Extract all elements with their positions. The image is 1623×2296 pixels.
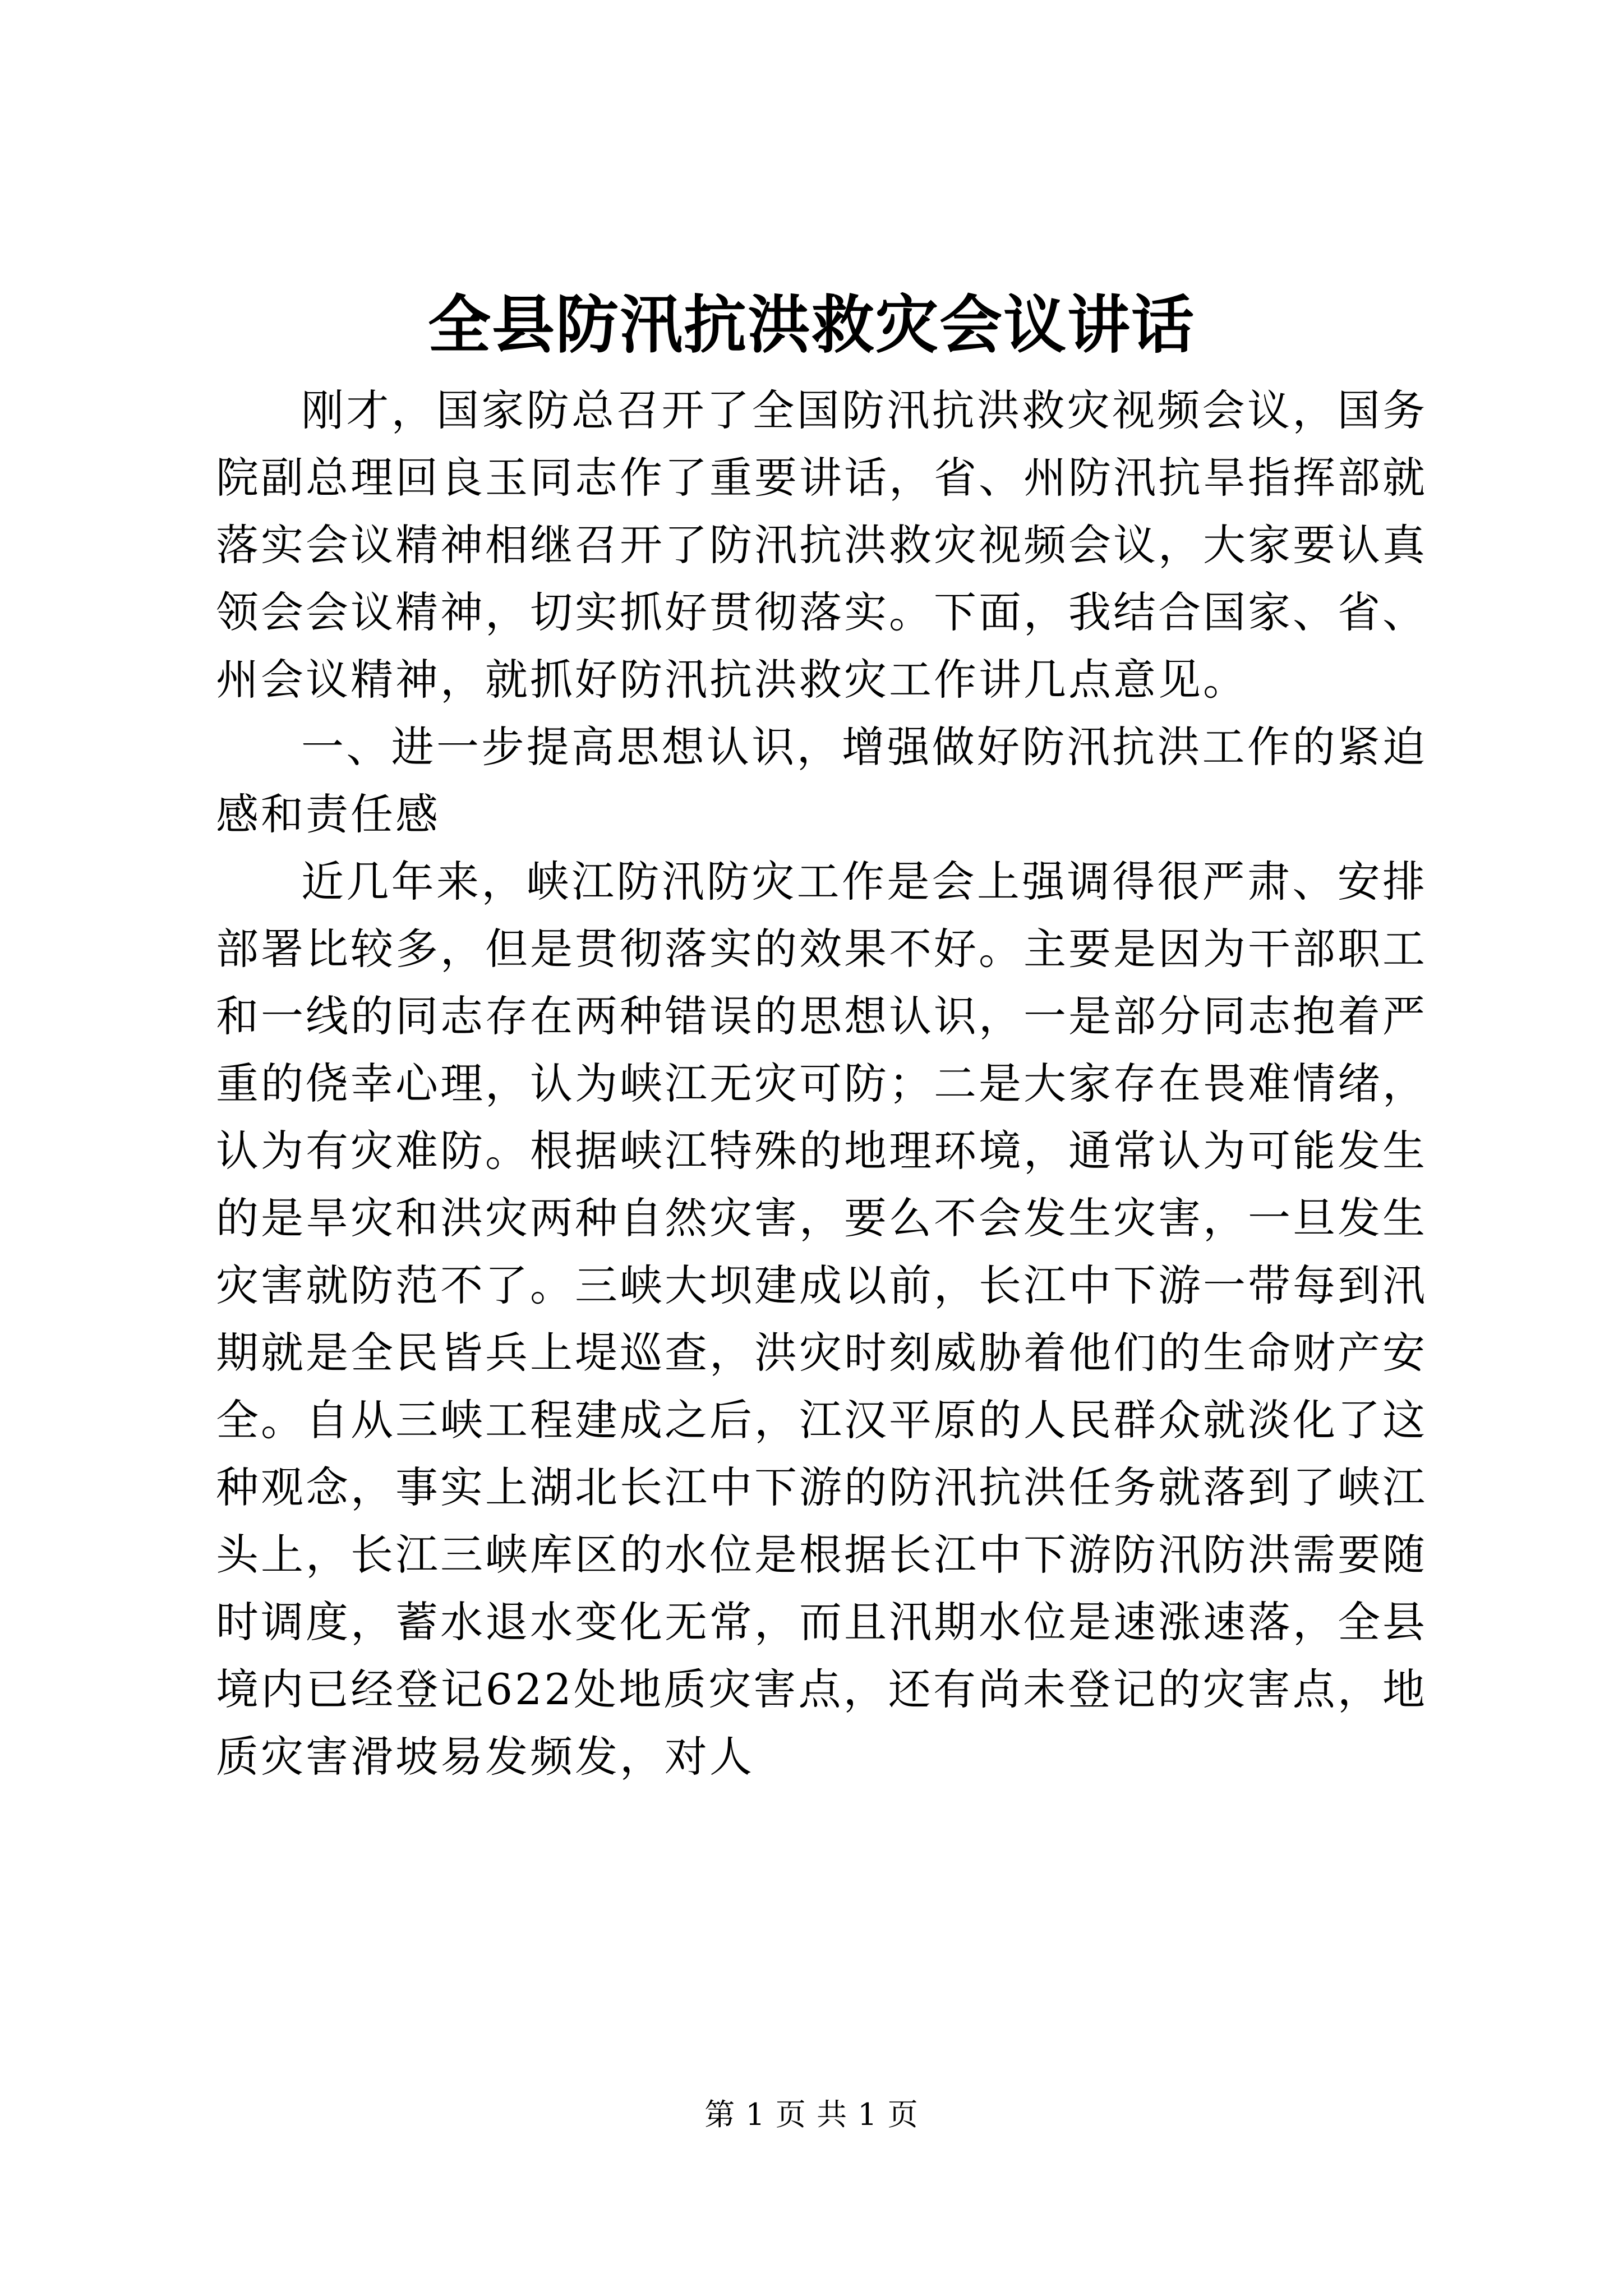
section-heading-1: 一、进一步提高思想认识，增强做好防汛抗洪工作的紧迫感和责任感 xyxy=(216,722,1427,839)
paragraph-intro: 刚才，国家防总召开了全国防汛抗洪救灾视频会议，国务院副总理回良玉同志作了重要讲话，省、州防汛抗旱指挥部就落实会议精神相继召开了防汛抗洪救灾视频会议，大家要认真领会会议精神，切实抓好贯彻落实。下面，我结合国家、省、州会议精神，就抓好防汛抗洪救灾工作讲几点意见。 xyxy=(216,385,1427,705)
document-body xyxy=(216,377,1427,1791)
paragraph-section-1: 近几年来，峡江防汛防灾工作是会上强调得很严肃、安排部署比较多，但是贯彻落实的效果不好。主要是因为干部职工和一线的同志存在两种错误的思想认识，一是部分同志抱着严重的侥幸心理，认为峡江无灾可防；二是大家存在畏难情绪，认为有灾难防。根据峡江特殊的地理环境，通常认为可能发生的是旱灾和洪灾两种自然灾害，要么不会发生灾害，一旦发生灾害就防范不了。三峡大坝建成以前，长江中下游一带每到汛期就是全民皆兵上堤巡查，洪灾时刻威胁着他们的生命财产安全。自从三峡工程建成之后，江汉平原的人民群众就淡化了这种观念，事实上湖北长江中下游的防汛抗洪任务就落到了峡江头上，长江三峡库区的水位是根据长江中下游防汛防洪需要随时调度，蓄水退水变化无常，而且汛期水位是速涨速落，全县境内已经登记622处地质灾害点，还有尚未登记的灾害点，地质灾害滑坡易发频发，对人 xyxy=(216,857,1427,1782)
document-title: 全县防汛抗洪救灾会议讲话 xyxy=(428,288,1195,362)
page-number-footer: 第 1 页 共 1 页 xyxy=(704,2097,919,2132)
